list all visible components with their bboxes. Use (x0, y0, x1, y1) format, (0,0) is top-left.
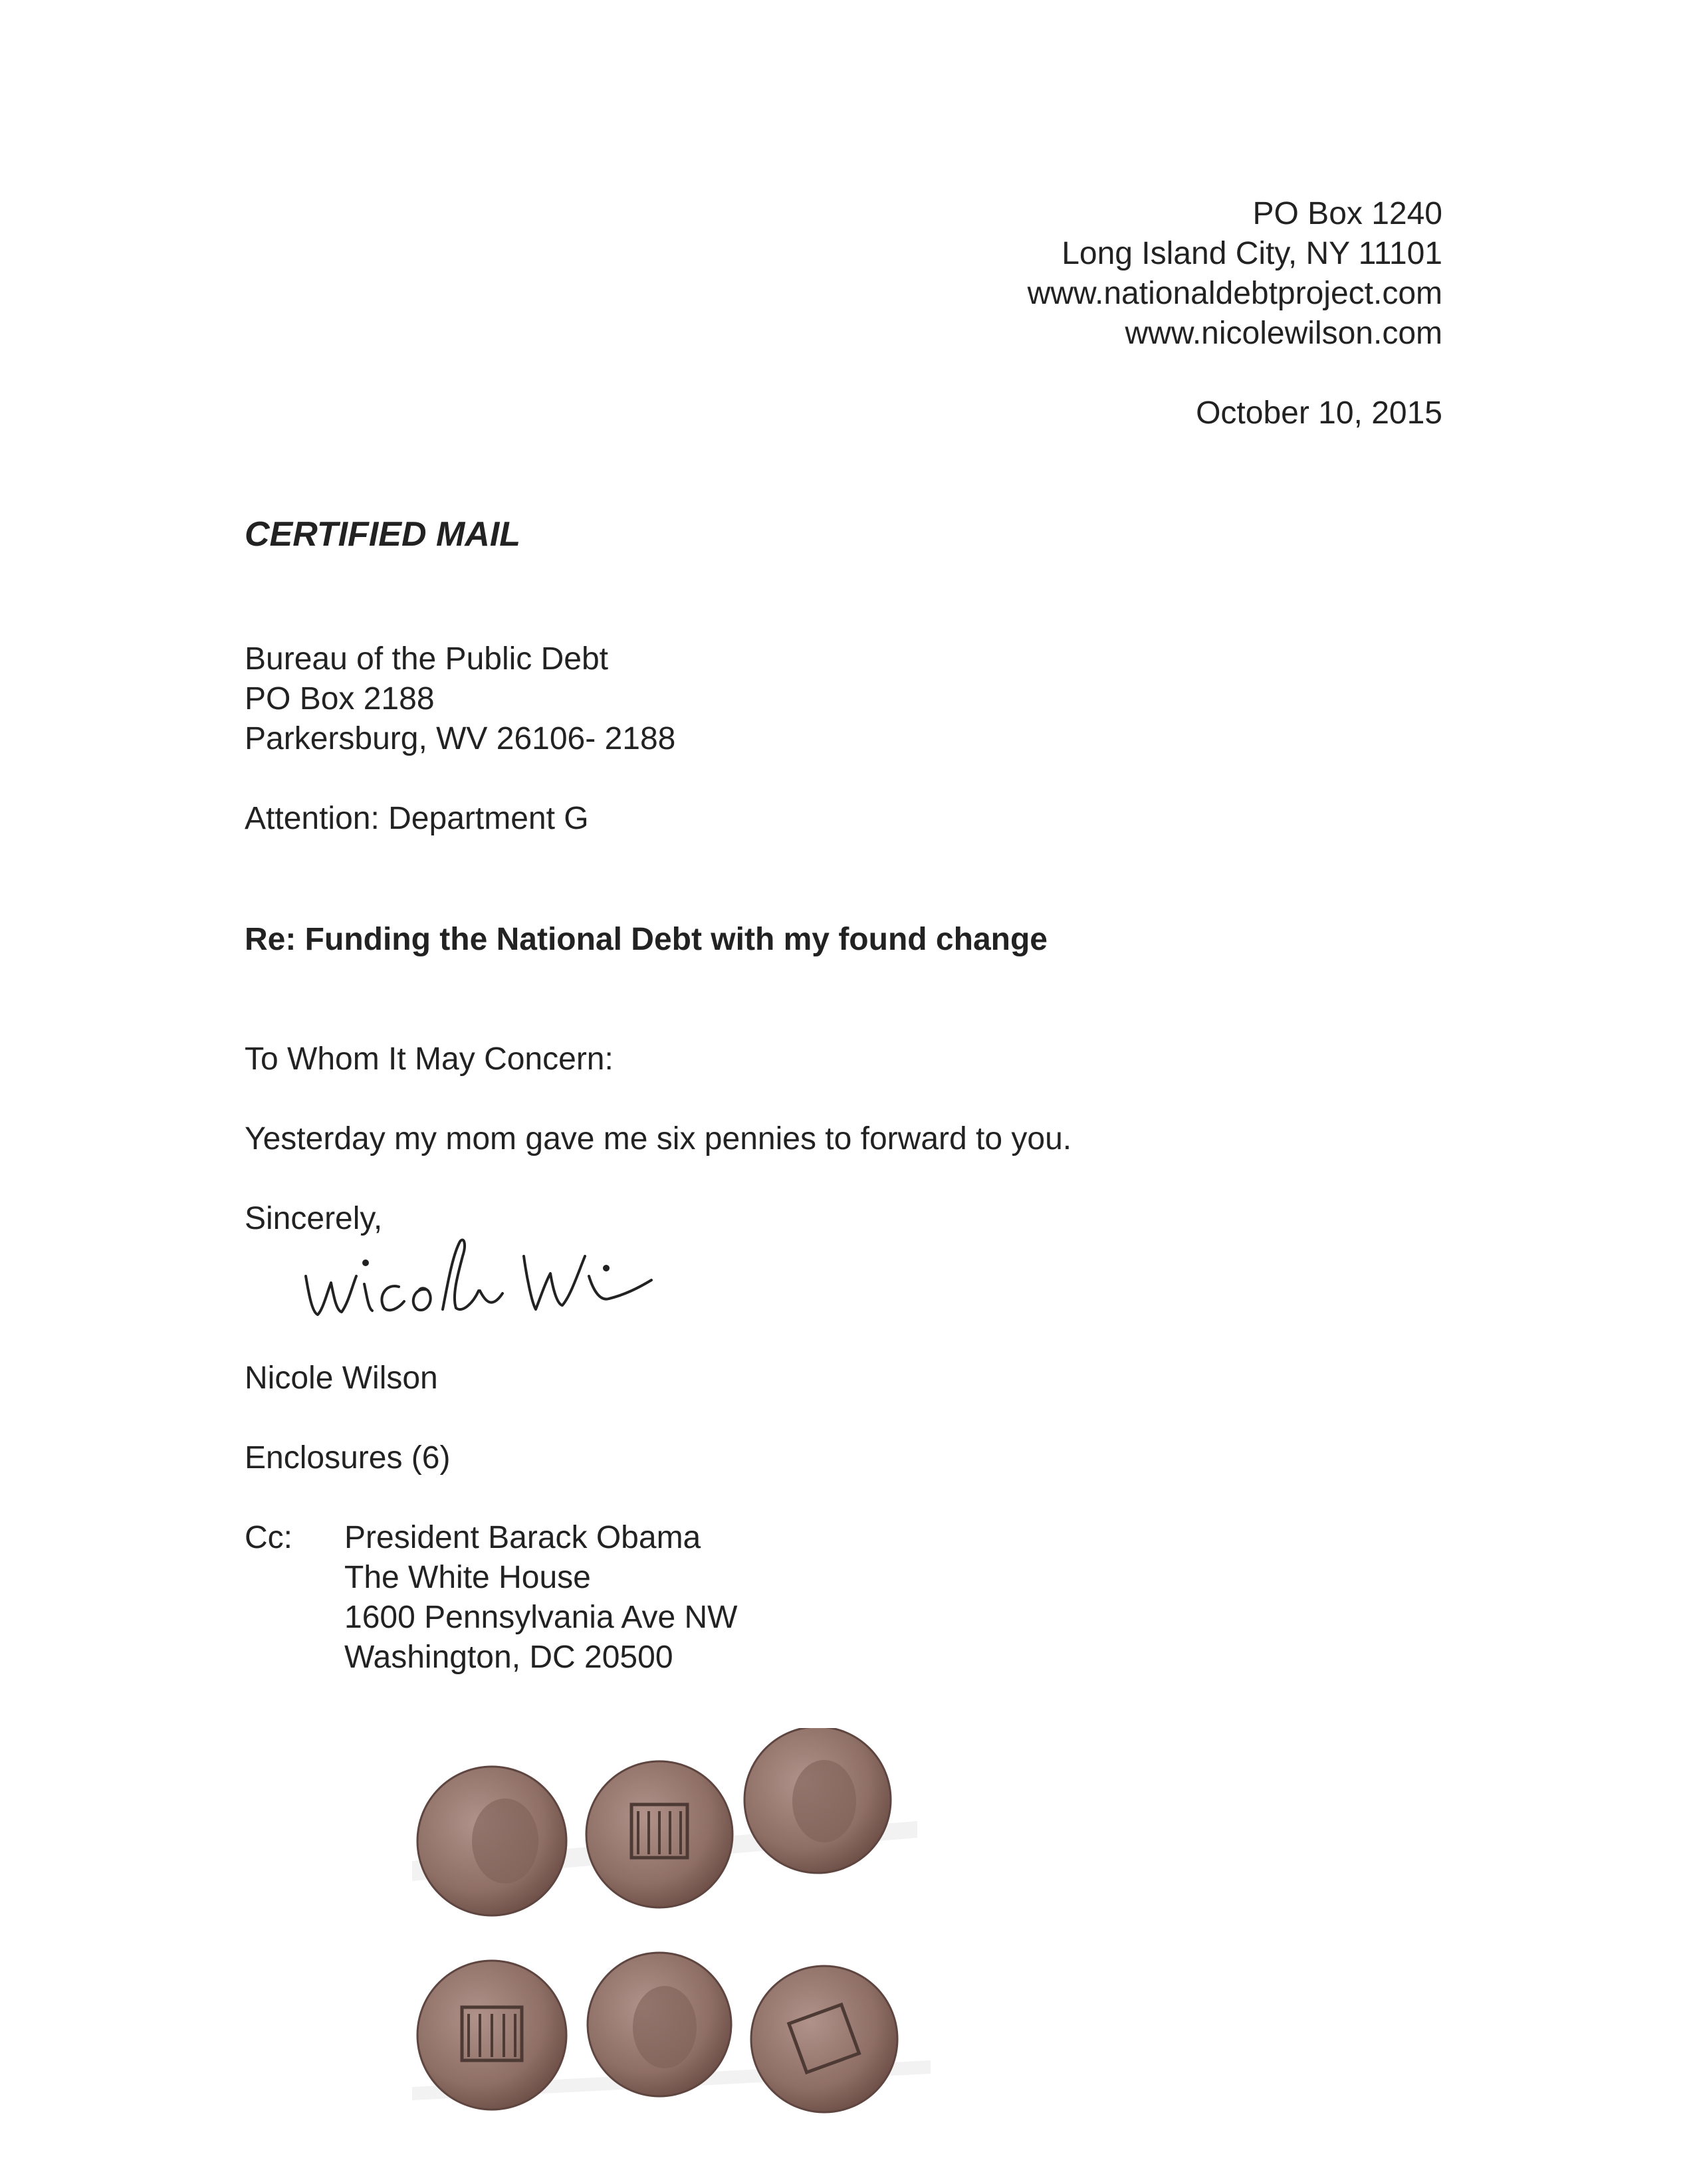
penny-4 (417, 1961, 566, 2110)
enclosures-note: Enclosures (6) (245, 1440, 451, 1475)
sender-address-block (1028, 194, 1442, 354)
cc-address-line4: Washington, DC 20500 (344, 1640, 673, 1675)
attention-line: Attention: Department G (245, 801, 589, 836)
penny-1 (417, 1767, 566, 1915)
cc-address-line3: 1600 Pennsylvania Ave NW (344, 1600, 738, 1635)
sender-website-2: www.nicolewilson.com (1125, 316, 1442, 351)
closing: Sincerely, (245, 1201, 383, 1236)
penny-3 (744, 1728, 891, 1873)
delivery-method: CERTIFIED MAIL (245, 515, 521, 554)
recipient-name: Bureau of the Public Debt (245, 641, 609, 677)
salutation: To Whom It May Concern: (245, 1041, 614, 1077)
penny-5 (588, 1953, 731, 2096)
signer-name: Nicole Wilson (245, 1361, 438, 1396)
sender-address-line1: PO Box 1240 (1252, 196, 1442, 231)
cc-name: President Barack Obama (344, 1520, 701, 1555)
enclosed-pennies (399, 1728, 944, 2127)
cc-label: Cc: (245, 1520, 292, 1555)
sender-website-1: www.nationaldebtproject.com (1027, 276, 1442, 311)
letter-date: October 10, 2015 (1196, 395, 1442, 431)
cc-address-line2: The White House (344, 1560, 591, 1595)
handwritten-signature (292, 1230, 665, 1343)
cc-address-block (344, 1518, 737, 1678)
penny-6 (751, 1966, 897, 2112)
recipient-address-block (245, 639, 675, 759)
letter-body: Yesterday my mom gave me six pennies to forward to you. (245, 1121, 1072, 1156)
subject-line: Re: Funding the National Debt with my found change (245, 922, 1048, 957)
recipient-address-line3: Parkersburg, WV 26106- 2188 (245, 721, 676, 756)
recipient-address-line2: PO Box 2188 (245, 681, 435, 716)
penny-2 (586, 1761, 733, 1908)
sender-address-line2: Long Island City, NY 11101 (1062, 236, 1442, 271)
